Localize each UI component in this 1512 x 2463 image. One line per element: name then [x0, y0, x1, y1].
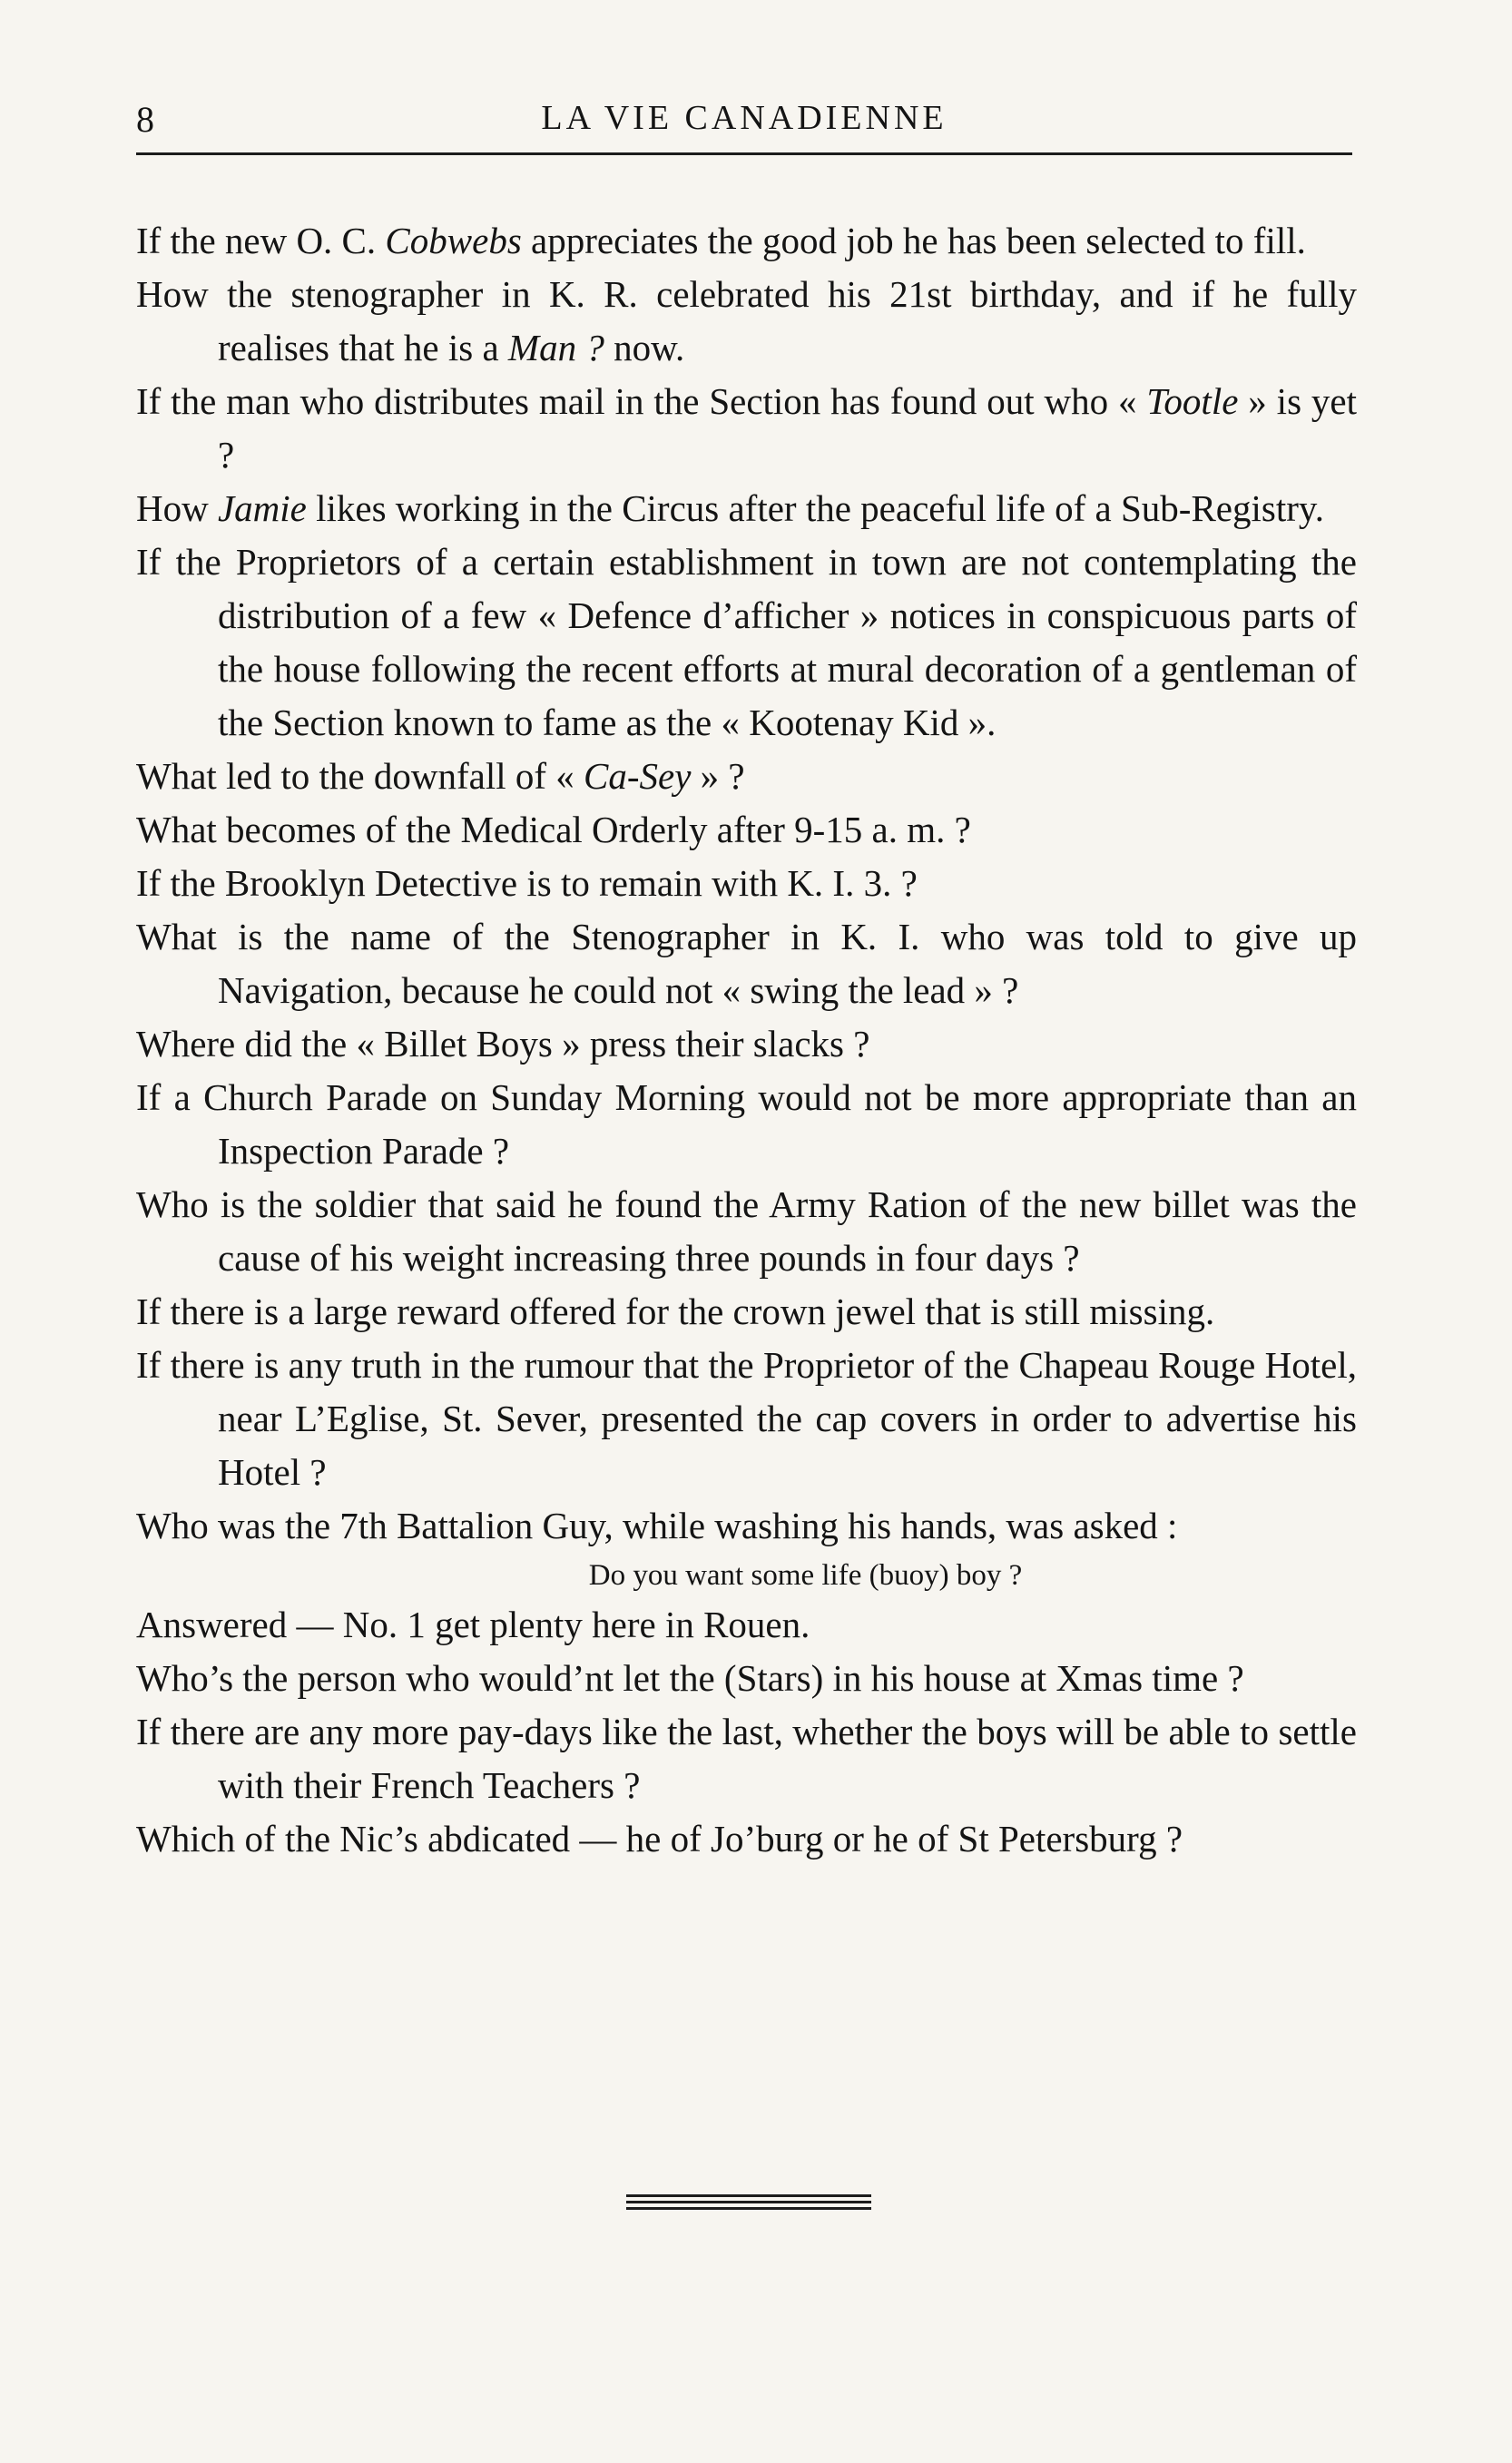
entry: If the Proprietors of a certain establishment in town are not contemplating the distribution of a few « Defence d’afficher » notices in conspicuous parts of the house following the recent efforts at mural decoration of a gentleman of the Section known to fame as the « Kootenay Kid ». — [136, 541, 1357, 743]
entry: Where did the « Billet Boys » press their slacks ? — [136, 1023, 870, 1065]
entry: If the man who distributes mail in the Section has found out who « Tootle » is yet ? — [136, 380, 1357, 476]
rule-line — [626, 2207, 871, 2210]
entry: What becomes of the Medical Orderly after 9-15 a. m. ? — [136, 809, 971, 850]
entry: If the Brooklyn Detective is to remain with K. I. 3. ? — [136, 862, 918, 904]
entry: What is the name of the Stenographer in K. I. who was told to give up Navigation, because he could not « swing the lead » ? — [136, 916, 1357, 1011]
entry: If a Church Parade on Sunday Morning would not be more appropriate than an Inspection Parade ? — [136, 1076, 1357, 1172]
closing-double-rule — [626, 2194, 871, 2207]
entry: Which of the Nic’s abdicated — he of Jo’burg or he of St Petersburg ? — [136, 1818, 1183, 1860]
rule-line — [626, 2194, 871, 2197]
entry: How Jamie likes working in the Circus after the peaceful life of a Sub-Registry. — [136, 487, 1324, 529]
entry: If the new O. C. Cobwebs appreciates the good job he has been selected to fill. — [136, 220, 1306, 261]
header-rule — [136, 152, 1352, 155]
rule-line — [626, 2201, 871, 2203]
entry: Who was the 7th Battalion Guy, while washing his hands, was asked : — [136, 1505, 1178, 1546]
entry: If there are any more pay-days like the last, whether the boys will be able to settle with their French Teachers ? — [136, 1711, 1357, 1806]
page-number: 8 — [136, 99, 155, 140]
entry: If there is a large reward offered for the crown jewel that is still missing. — [136, 1290, 1215, 1332]
entry: If there is any truth in the rumour that the Proprietor of the Chapeau Rouge Hotel, near L’Eglise, St. Sever, presented the cap covers in order to advertise his Hotel ? — [136, 1344, 1357, 1493]
entry: Answered — No. 1 get plenty here in Rouen. — [136, 1604, 810, 1645]
entry: How the stenographer in K. R. celebrated his 21st birthday, and if he fully realises that he is a Man ? now. — [136, 273, 1357, 368]
entry: What led to the downfall of « Ca-Sey » ? — [136, 755, 745, 797]
entry: Who’s the person who would’nt let the (Stars) in his house at Xmas time ? — [136, 1657, 1244, 1699]
quoted-line: Do you want some life (buoy) boy ? — [588, 1559, 1023, 1592]
page-header — [136, 91, 1352, 145]
column-text — [136, 214, 1357, 1866]
running-title: LA VIE CANADIENNE — [541, 99, 947, 137]
entry: Who is the soldier that said he found the Army Ration of the new billet was the cause of his weight increasing three pounds in four days ? — [136, 1183, 1357, 1279]
